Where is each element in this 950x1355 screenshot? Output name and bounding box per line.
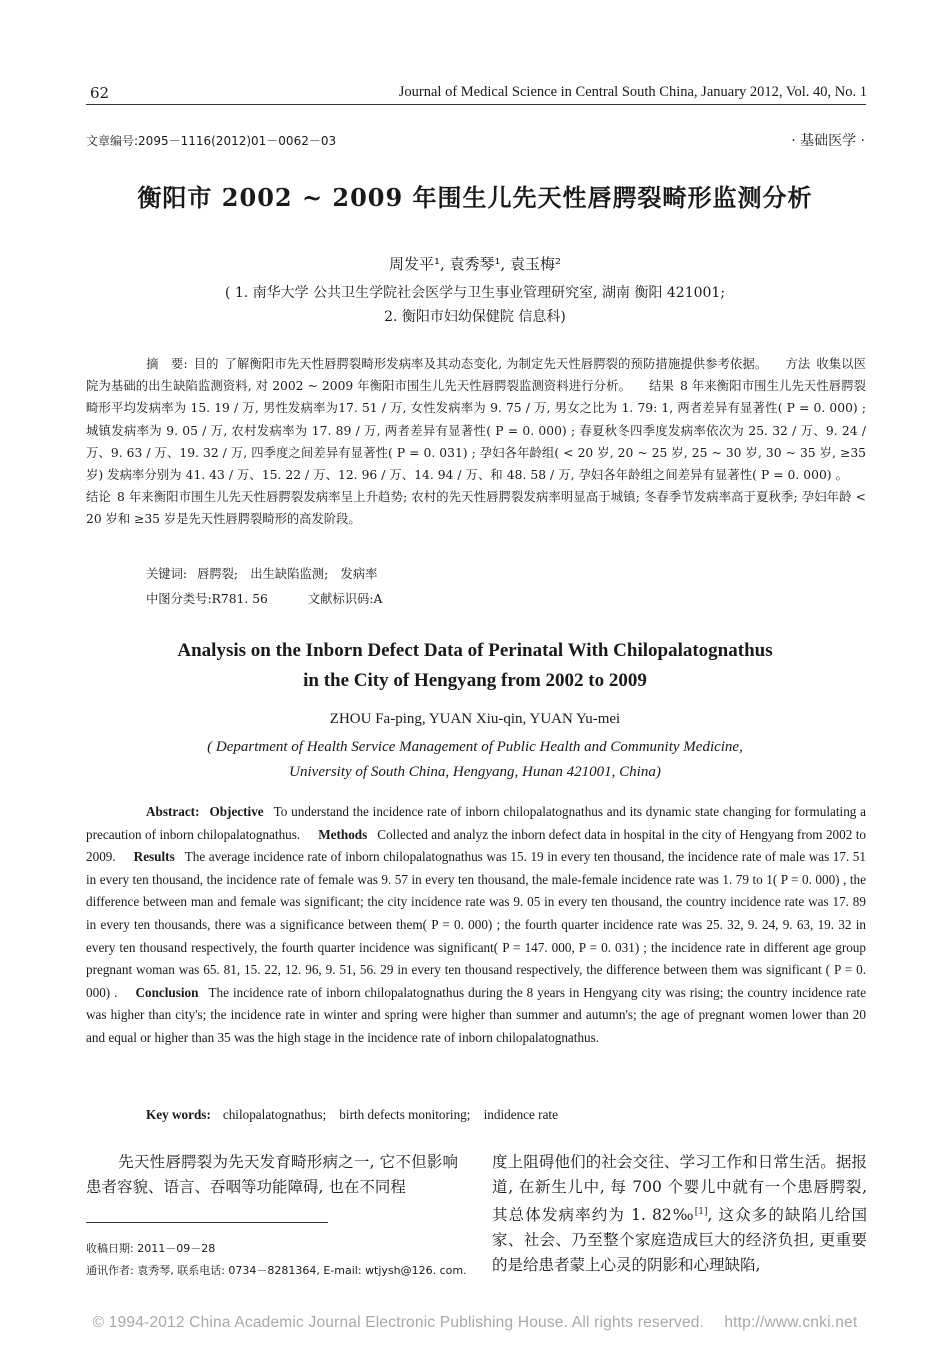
english-title xyxy=(0,636,950,696)
chinese-title: 衡阳市 2002 ~ 2009 年围生儿先天性唇腭裂畸形监测分析 xyxy=(137,183,813,212)
conclusion-label: 结论 xyxy=(86,490,111,505)
body-right-column xyxy=(492,1150,867,1278)
copyright-watermark: © 1994-2012 China Academic Journal Electronic Publishing House. All rights reserved. http://www.cnki.net xyxy=(92,1314,858,1331)
english-title-line-2: in the City of Hengyang from 2002 to 2009 xyxy=(303,670,647,691)
abstract-label: 摘 要: xyxy=(146,357,188,371)
english-title-line-1: Analysis on the Inborn Defect Data of Perinatal With Chilopalatognathus xyxy=(177,640,773,661)
english-keywords xyxy=(146,1104,558,1123)
en-results-label: Results xyxy=(133,849,175,865)
chinese-affiliation-line-1: ( 1. 南华大学 公共卫生学院社会医学与卫生事业管理研究室, 湖南 衡阳 421001; xyxy=(224,285,726,301)
en-conclusion-text: The incidence rate of inborn chilopalatognathus during the 8 years in Hengyang city was rising; the country incidence rate was higher than city's; the incidence rate in winter and spring were higher than summer and autumn's; the age of pregnant women lower than 20 and equal or higher than 35 was the high stage in the incidence rate of inborn chilopalatognathus. xyxy=(86,984,866,1045)
chinese-affiliation xyxy=(0,281,950,329)
en-results-text: The average incidence rate of inborn chilopalatognathus was 15. 19 in every ten thousand, the incidence rate of male was 17. 51 in every ten thousand, the incidence rate of female was 9. 57 in every ten thousand, the male-female incidence rate was 1. 79 to 1( P = 0. 000) , the difference between man and female was significant; the city incidence rate was 9. 05 in every ten thousand, the country incidence rate was 17. 89 in every ten thousands, there was a significance between them( P = 0. 000) ; the fourth quarter incidence rate was 25. 32, 9. 24, 9. 63, 19. 32 in every ten thousand respectively, the fourth quarter incidence was significant( P = 147. 000, P = 0. 031) ; the incidence rate in different age group pregnant woman was 65. 81, 15. 22, 12. 96, 9. 51, 56. 29 in every ten thousand respectively, the difference between them was significant ( P = 0. 000) . xyxy=(86,849,866,1000)
clc-code: R781. 56 xyxy=(211,592,268,606)
body-right-text-2: , 这众多的缺陷儿给国家、社会、乃至整个家庭造成巨大的经济负担, 更重要的是给患者蒙上心灵的阴影和心理缺陷, xyxy=(492,1206,867,1275)
en-conclusion-label: Conclusion xyxy=(135,984,199,1000)
corresponding-author: 通讯作者: 袁秀琴, 联系电话: 0734－8281364, E-mail: wtjysh@126. com. xyxy=(86,1264,467,1277)
results-label: 结果 xyxy=(649,379,675,394)
article-number: 文章编号:2095－1116(2012)01－0062－03 xyxy=(86,134,337,148)
objective-text: 了解衡阳市先天性唇腭裂畸形发病率及其动态变化, 为制定先天性唇腭裂的预防措施提供参考依据。 xyxy=(224,357,768,371)
en-keywords-list: chilopalatognathus; birth defects monitoring; indidence rate xyxy=(222,1107,558,1122)
page-number: 62 xyxy=(90,84,110,102)
body-left-text: 先天性唇腭裂为先天发育畸形病之一, 它不但影响患者容貌、语言、吞咽等功能障碍, 也在不同程 xyxy=(86,1153,458,1196)
chinese-abstract xyxy=(86,353,866,531)
chinese-affiliation-line-2: 2. 衡阳市妇幼保健院 信息科) xyxy=(384,309,566,325)
section-tag: · 基础医学 · xyxy=(791,133,865,149)
chinese-authors: 周发平¹, 袁秀琴¹, 袁玉梅² xyxy=(388,255,562,273)
en-objective-label: Objective xyxy=(209,804,264,819)
objective-label: 目的 xyxy=(193,357,219,371)
methods-text: 收集以医院为基础的出生缺陷监测资料, 对 2002 ~ 2009 年衡阳市围生儿先天性唇腭裂监测资料进行分析。 xyxy=(86,357,866,394)
header-rule xyxy=(86,104,866,105)
footnote-rule xyxy=(86,1222,328,1223)
body-left-column xyxy=(86,1150,458,1199)
conclusion-text: 8 年来衡阳市围生儿先天性唇腭裂发病率呈上升趋势; 农村的先天性唇腭裂发病率明显高于城镇; 冬春季节发病率高于夏秋季; 孕妇年龄 < 20 岁和 ≥35 岁是先天性唇腭裂畸形的高发阶段。 xyxy=(86,490,866,527)
clc-label: 中图分类号: xyxy=(146,592,212,606)
en-keywords-label: Key words: xyxy=(146,1107,211,1122)
body-right-text-1: 度上阻碍他们的社会交往、学习工作和日常生活。据报道, 在新生儿中, 每 700 个婴儿中就有一个患唇腭裂, 其总体发病率约为 1. 82‰ xyxy=(492,1153,867,1225)
en-abstract-label: Abstract: xyxy=(146,804,200,819)
results-text: 8 年来衡阳市围生儿先天性唇腭裂畸形平均发病率为 15. 19 / 万, 男性发病率为17. 51 / 万, 女性发病率为 9. 75 / 万, 男女之比为 1. 79: 1, 两者差异有显著性( P = 0. 000) ; 城镇发病率为 9. 05 / 万, 农村发病率为 17. 89 / 万, 两者差异有显著性( P = 0. 000) ; 春夏秋冬四季度发病率依次为 25. 32 / 万、9. 24 / 万、9. 63 / 万、19. 32 / 万, 四季度之间差异有显著性( P = 0. 031) ; 孕妇各年龄组( < 20 岁, 20 ~ 25 岁, 25 ~ 30 岁, 30 ~ 35 岁, ≥35 岁) 发病率分别为 41. 43 / 万、15. 22 / 万、12. 96 / 万、14. 94 / 万、和 48. 58 / 万, 孕妇各年龄组之间差异有显著性( P = 0. 000) 。 xyxy=(86,379,866,483)
journal-header: Journal of Medical Science in Central South China, January 2012, Vol. 40, No. 1 xyxy=(398,84,867,100)
english-abstract xyxy=(86,801,866,1050)
english-authors: ZHOU Fa-ping, YUAN Xiu-qin, YUAN Yu-mei xyxy=(329,711,621,727)
chinese-keywords xyxy=(146,564,377,582)
en-methods-label: Methods xyxy=(318,826,368,842)
methods-label: 方法 xyxy=(785,357,811,371)
received-date: 收稿日期: 2011－09－28 xyxy=(86,1242,216,1255)
en-methods-text: Collected and analyz the inborn defect data in hospital in the city of Hengyang from 2002 to 2009. xyxy=(86,826,867,865)
keywords-list: 唇腭裂; 出生缺陷监测; 发病率 xyxy=(196,567,378,581)
keywords-label: 关键词: xyxy=(146,567,188,581)
doc-code: A xyxy=(373,592,383,606)
english-affiliation-line-2: University of South China, Hengyang, Hunan 421001, China) xyxy=(289,764,661,780)
en-objective-text: To understand the incidence rate of inborn chilopalatognathus and its dynamic state changing for formulating a precaution of inborn chilopalatognathus. xyxy=(86,804,866,842)
reference-marker[interactable]: [1] xyxy=(694,1207,708,1217)
doc-code-label: 文献标识码: xyxy=(307,592,374,606)
classification xyxy=(146,589,382,607)
english-affiliation xyxy=(0,735,950,785)
english-affiliation-line-1: ( Department of Health Service Management of Public Health and Community Medicine, xyxy=(207,739,743,755)
